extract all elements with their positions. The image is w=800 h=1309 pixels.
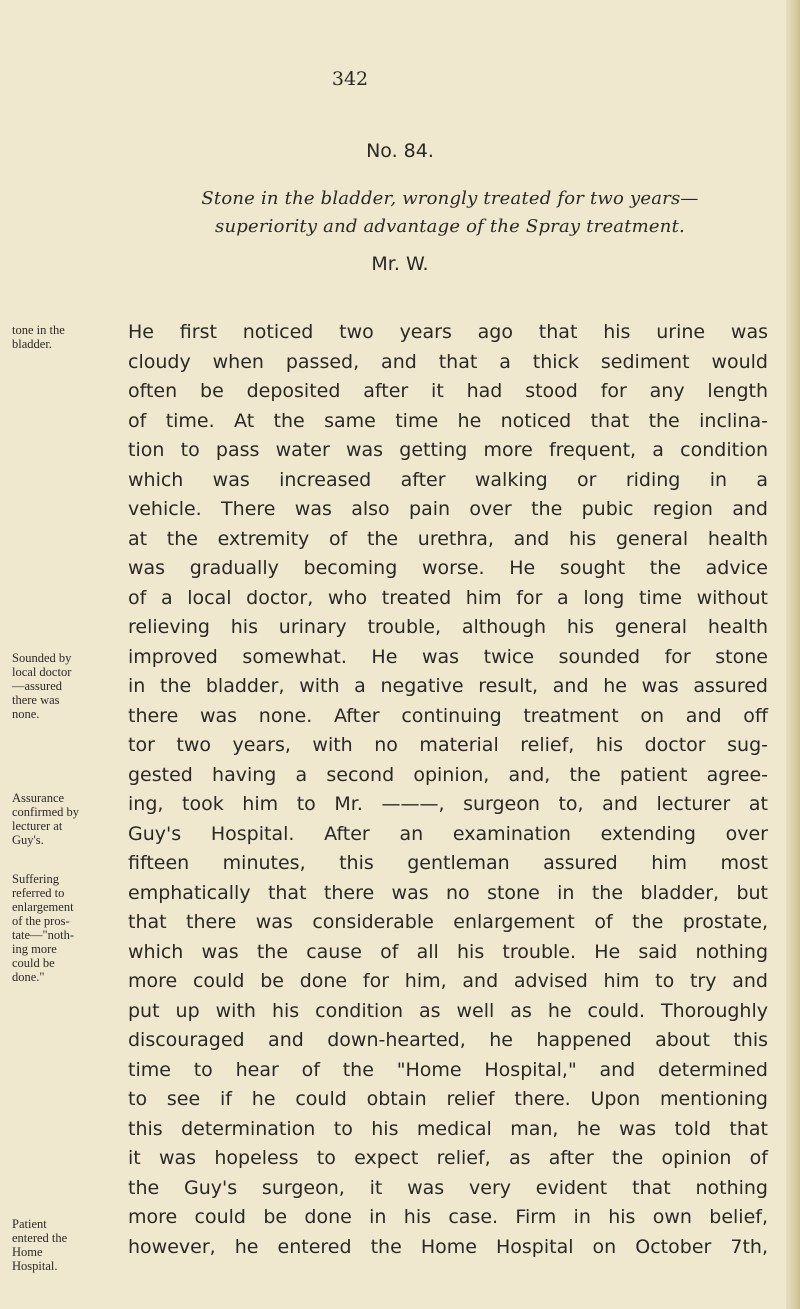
body-line: He first noticed two years ago that his urine was	[128, 321, 768, 343]
body-line: vehicle. There was also pain over the pubic region and	[128, 498, 768, 520]
body-line: at the extremity of the urethra, and his general health	[128, 527, 768, 550]
margin-note-line: could be	[12, 956, 55, 970]
body-line: in the bladder, with a negative result, and he was assured	[128, 675, 768, 697]
body-line: which was increased after walking or riding in a	[128, 468, 768, 491]
margin-note-line: Suffering	[12, 872, 59, 886]
body-line: discouraged and down-hearted, he happened about this	[128, 1029, 768, 1051]
margin-note-line: done."	[12, 970, 45, 984]
margin-note-line: ing more	[12, 942, 57, 956]
case-title	[130, 185, 770, 241]
body-line: it was hopeless to expect relief, as after the opinion of	[128, 1147, 768, 1169]
body-line: more could be done for him, and advised him to try and	[128, 970, 768, 992]
margin-note-line: Home	[12, 1245, 43, 1259]
body-line: however, he entered the Home Hospital on October 7th,	[128, 1235, 768, 1258]
margin-note	[12, 323, 122, 351]
body-line: there was none. After continuing treatment on and off	[128, 704, 768, 727]
body-line: tion to pass water was getting more frequent, a condition	[128, 439, 768, 461]
body-line: was gradually becoming worse. He sought the advice	[128, 557, 768, 579]
page-number: 342	[331, 68, 369, 90]
margin-note-line: there was	[12, 693, 60, 707]
case-title-line: Stone in the bladder, wrongly treated for two years—	[201, 188, 699, 209]
margin-note-line: tate—"noth-	[12, 928, 75, 942]
margin-note-line: Hospital.	[12, 1259, 58, 1273]
body-line: emphatically that there was no stone in the bladder, but	[128, 881, 768, 904]
body-line: fifteen minutes, this gentleman assured him most	[128, 852, 768, 874]
body-line: Guy's Hospital. After an examination extending over	[128, 822, 768, 845]
margin-note-line: Sounded by	[12, 651, 72, 665]
margin-note-line: local doctor	[12, 665, 72, 679]
margin-note-line: referred to	[12, 886, 65, 900]
body-line: put up with his condition as well as he could. Thoroughly	[128, 999, 768, 1022]
page-edge	[786, 0, 800, 1309]
body-line: often be deposited after it had stood for any length	[128, 380, 768, 402]
body-line: of time. At the same time he noticed that the inclina-	[128, 409, 768, 432]
body-line: of a local doctor, who treated him for a long time without	[128, 586, 768, 609]
body-line: the Guy's surgeon, it was very evident that nothing	[128, 1176, 768, 1199]
margin-note	[12, 872, 122, 984]
margin-note-line: confirmed by	[12, 805, 79, 819]
margin-note-line: Patient	[12, 1217, 47, 1231]
body-text	[128, 318, 768, 1262]
body-line: time to hear of the "Home Hospital," and determined	[128, 1058, 768, 1081]
margin-note	[12, 1217, 122, 1273]
case-number: No. 84.	[366, 140, 434, 162]
margin-note-line: none.	[12, 707, 40, 721]
margin-note-line: tone in the	[12, 323, 65, 337]
body-line: more could be done in his case. Firm in his own belief,	[128, 1206, 768, 1228]
case-title-line: superiority and advantage of the Spray treatment.	[215, 216, 685, 237]
body-line: improved somewhat. He was twice sounded for stone	[128, 645, 768, 668]
body-line: which was the cause of all his trouble. He said nothing	[128, 940, 768, 963]
body-line: to see if he could obtain relief there. Upon mentioning	[128, 1088, 768, 1110]
body-line: cloudy when passed, and that a thick sediment would	[128, 350, 768, 373]
body-line: tor two years, with no material relief, his doctor sug-	[128, 734, 768, 756]
margin-note-line: Assurance	[12, 791, 65, 805]
body-line: that there was considerable enlargement of the prostate,	[128, 911, 768, 933]
margin-note-line: enlargement	[12, 900, 74, 914]
margin-note	[12, 791, 122, 847]
patient-name: Mr. W.	[371, 253, 429, 275]
margin-note-line: bladder.	[12, 337, 52, 351]
body-line: this determination to his medical man, he was told that	[128, 1117, 768, 1140]
body-line: ing, took him to Mr. ———, surgeon to, and lecturer at	[128, 793, 768, 815]
body-line: relieving his urinary trouble, although his general health	[128, 616, 768, 638]
margin-note-line: of the pros-	[12, 914, 70, 928]
margin-note	[12, 651, 122, 721]
margin-note-line: entered the	[12, 1231, 68, 1245]
margin-note-line: —assured	[12, 679, 62, 693]
body-line: gested having a second opinion, and, the patient agree-	[128, 763, 768, 786]
margin-note-line: Guy's.	[12, 833, 44, 847]
margin-note-line: lecturer at	[12, 819, 63, 833]
